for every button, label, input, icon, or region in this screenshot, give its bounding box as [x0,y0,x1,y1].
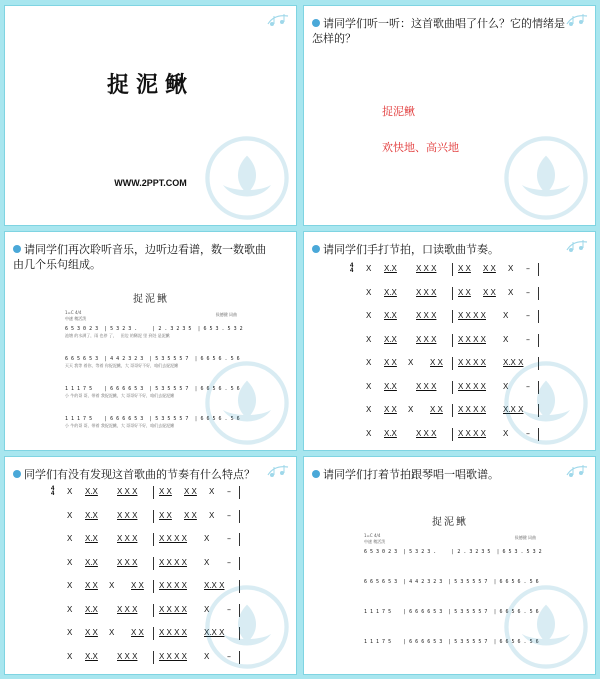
rhythm-beat: X X X [117,557,138,567]
bar-line [452,310,453,323]
rhythm-beat: X [366,334,372,344]
rhythm-beat: X X X X [458,358,487,367]
rhythm-beat: X X [430,358,443,367]
rhythm-beat: X X [430,405,443,414]
rhythm-beat: X.X [384,264,397,273]
rhythm-beat: X.X [384,311,397,320]
score-line: 1 1 1 7 5 | 6 6 6 6 5 3 | 5 3 5 5 5 7 | 6 6 5 6 . 5 6 小 牛的哥 哥，带着 我捉泥鳅，大 哥哥好不好，咱们去捉泥鳅 [65,416,240,428]
rhythm-beat: X [503,381,509,391]
rhythm-beat: X [366,287,372,297]
score-composer: 侯德健 词曲 [514,535,536,540]
watermark-logo-icon [503,360,589,446]
rhythm-beat: X X [184,487,197,496]
rhythm-beat: X X [85,581,98,590]
bar-line [153,651,154,664]
watermark-logo-icon [204,360,290,446]
rhythm-beat: X [209,487,215,496]
time-signature: 4 4 [51,486,55,497]
rhythm-row [304,335,596,347]
bar-line [452,428,453,441]
score-line: 1 1 1 7 5 | 6 6 6 6 5 3 | 5 3 5 5 5 7 | 6 6 5 6 . 5 6 [364,639,539,645]
score-composer: 侯德健 词曲 [215,312,237,317]
rhythm-beat: X [67,651,73,661]
rhythm-beat: X X [85,628,98,637]
score-tempo: 中速 稍活泼 [65,316,87,321]
rhythm-beat: X.X X [204,581,225,590]
music-notes-icon [264,10,292,28]
question-text: 请同学们打着节拍跟琴唱一唱歌谱。 [312,467,575,482]
bar-line [153,580,154,593]
rhythm-beat: X X X X [458,311,487,320]
rhythm-beat: X.X [85,510,98,520]
bar-line [452,381,453,394]
bar-line [239,557,240,570]
rhythm-row [5,511,297,523]
bar-line [538,287,539,300]
rhythm-beat: X X [384,405,397,414]
bar-line [452,357,453,370]
rhythm-beat: X X [159,510,172,520]
rhythm-beat: X X X [117,487,138,496]
bar-line [153,557,154,570]
rhythm-beat: X [366,264,372,273]
rhythm-beat: X [204,557,210,567]
answer-song-content: 捉泥鳅 [382,105,415,118]
bar-line [239,486,240,499]
rhythm-beat: X.X [85,534,98,543]
rhythm-beat: X.X [384,428,397,438]
score-title: 捉泥鳅 [133,294,169,305]
rhythm-row [5,534,297,546]
rhythm-row [304,264,596,276]
rhythm-beat: X X [458,264,471,273]
rhythm-dash: – [227,604,231,614]
rhythm-beat: X [508,287,514,297]
score-line: 1 1 1 7 5 | 6 6 6 6 5 3 | 5 3 5 5 5 7 | 6 6 5 6 . 5 6 小 牛的哥 哥，带着 我捉泥鳅，大 哥哥好不好，咱们去捉泥鳅 [65,386,240,398]
bar-line [153,604,154,617]
rhythm-beat: X [408,405,414,414]
rhythm-beat: X [508,264,514,273]
rhythm-row [5,558,297,570]
rhythm-dash: – [227,534,231,543]
score-title: 捉泥鳅 [432,517,468,528]
rhythm-beat: X.X [85,487,98,496]
rhythm-dash: – [526,381,530,391]
rhythm-beat: X.X [85,604,98,614]
watermark-logo-icon [204,135,290,221]
rhythm-beat: X.X X [503,405,524,414]
rhythm-beat: X X [131,628,144,637]
rhythm-dash: – [227,487,231,496]
rhythm-beat: X X X [117,651,138,661]
bar-line [452,404,453,417]
rhythm-beat: X X X [416,381,437,391]
score-key: 1=C 4/4 [65,310,82,315]
rhythm-beat: X X X X [159,557,188,567]
rhythm-beat: X X X X [458,381,487,391]
slide-sing-score[interactable] [303,456,596,675]
rhythm-beat: X X X X [159,581,188,590]
rhythm-beat: X X X [416,264,437,273]
rhythm-dash: – [526,311,530,320]
rhythm-row [5,487,297,499]
score-line: 1 1 1 7 5 | 6 6 6 6 5 3 | 5 3 5 5 5 7 | 6 6 5 6 . 5 6 [364,609,539,615]
bullet-icon [312,245,320,253]
rhythm-beat: X [204,651,210,661]
rhythm-beat: X [67,581,73,590]
rhythm-beat: X X [458,287,471,297]
bullet-icon [13,245,21,253]
rhythm-beat: X X X X [458,334,487,344]
rhythm-beat: X X X [416,428,437,438]
score-key: 1=C 4/4 [364,533,381,538]
rhythm-beat: X.X [384,287,397,297]
question-text: 请同学们手打节拍，口读歌曲节奏。 [312,242,575,257]
rhythm-dash: – [526,334,530,344]
rhythm-beat: X X X [416,311,437,320]
rhythm-beat: X X [184,510,197,520]
rhythm-beat: X.X X [503,358,524,367]
rhythm-beat: X.X [85,557,98,567]
slide-listen[interactable] [303,5,596,226]
score-tempo: 中速 稍活泼 [364,539,386,544]
question-text: 同学们有没有发现这首歌曲的节奏有什么特点？ [13,467,276,482]
score-line: 6 5 3 0 2 3 | 5 3 2 3 . | 2 . 3 2 3 5 | 6 5 3 . 5 3 2 池塘 的水满了，雨 也停 了， 田边 的稀泥 里 到处 是泥鳅 [65,326,243,338]
rhythm-dash: – [526,264,530,273]
site-url: WWW.2PPT.COM [114,178,187,188]
time-signature: 4 4 [350,263,354,274]
rhythm-dash: – [526,287,530,297]
rhythm-beat: X [67,487,73,496]
rhythm-beat: X.X X [204,628,225,637]
rhythm-beat: X X X [416,334,437,344]
watermark-logo-icon [204,584,290,670]
bar-line [239,533,240,546]
question-text: 请同学们听一听：这首歌曲唱了什么？它的情绪是怎样的？ [312,17,565,45]
rhythm-beat: X X X [117,534,138,543]
rhythm-beat: X [366,311,372,320]
rhythm-beat: X X X [117,510,138,520]
score-line: 6 6 5 6 5 3 | 4 4 2 3 2 3 | 5 3 5 5 5 7 | 6 6 5 6 . 5 6 [364,579,539,585]
rhythm-beat: X [209,510,215,520]
rhythm-beat: X X X X [458,405,487,414]
slide-title[interactable] [4,5,297,226]
bullet-icon [312,470,320,478]
rhythm-beat: X [109,628,115,637]
rhythm-beat: X X [483,264,496,273]
rhythm-beat: X X X [416,287,437,297]
slide-rhythm-feature[interactable] [4,456,297,675]
bar-line [153,627,154,640]
bar-line [452,287,453,300]
bar-line [153,533,154,546]
rhythm-beat: X [366,428,372,438]
bar-line [538,334,539,347]
rhythm-beat: X [503,311,509,320]
score-line: 6 6 5 6 5 3 | 4 4 2 3 2 3 | 5 3 5 5 5 7 | 6 6 5 6 . 5 6 天天 我等 着你，等着 你捉泥鳅，大 哥哥好不好，咱们去捉泥鳅 [65,356,240,368]
rhythm-beat: X X X X [159,534,188,543]
bar-line [153,486,154,499]
answer-mood: 欢快地、高兴地 [382,141,459,154]
bullet-icon [13,470,21,478]
bar-line [452,334,453,347]
rhythm-beat: X [503,428,509,438]
rhythm-beat: X [67,557,73,567]
slide-rhythm-clap[interactable] [303,231,596,451]
rhythm-beat: X.X [384,381,397,391]
rhythm-beat: X [408,358,414,367]
rhythm-row [304,288,596,300]
score-line: 6 5 3 0 2 3 | 5 3 2 3 . | 2 . 3 2 3 5 | 6 5 3 . 5 3 2 [364,549,542,555]
rhythm-beat: X [366,381,372,391]
watermark-logo-icon [503,584,589,670]
rhythm-beat: X X X X [458,428,487,438]
rhythm-beat: X X X X [159,628,188,637]
rhythm-beat: X X [159,487,172,496]
rhythm-beat: X.X [85,651,98,661]
bar-line [153,510,154,523]
rhythm-beat: X [366,358,372,367]
rhythm-beat: X [67,604,73,614]
slide-title-text: 捉泥鳅 [106,73,194,98]
rhythm-beat: X X X X [159,651,188,661]
rhythm-beat: X [366,405,372,414]
rhythm-beat: X X [131,581,144,590]
rhythm-dash: – [227,651,231,661]
rhythm-beat: X [67,628,73,637]
watermark-logo-icon [503,135,589,221]
bar-line [452,263,453,276]
bar-line [239,510,240,523]
rhythm-dash: – [227,510,231,520]
rhythm-row [304,311,596,323]
rhythm-beat: X X [384,358,397,367]
bar-line [538,310,539,323]
bullet-icon [312,19,320,27]
rhythm-beat: X X [483,287,496,297]
rhythm-beat: X X X X [159,604,188,614]
rhythm-dash: – [526,428,530,438]
slide-score-phrases[interactable] [4,231,297,451]
rhythm-beat: X X X [117,604,138,614]
rhythm-beat: X [204,604,210,614]
bar-line [538,263,539,276]
rhythm-beat: X [503,334,509,344]
rhythm-beat: X [109,581,115,590]
rhythm-dash: – [227,557,231,567]
rhythm-beat: X [67,510,73,520]
rhythm-beat: X [67,534,73,543]
question-text: 请同学们再次聆听音乐，边听边看谱，数一数歌曲由几个乐句组成。 [13,243,266,271]
rhythm-beat: X.X [384,334,397,344]
rhythm-beat: X [204,534,210,543]
